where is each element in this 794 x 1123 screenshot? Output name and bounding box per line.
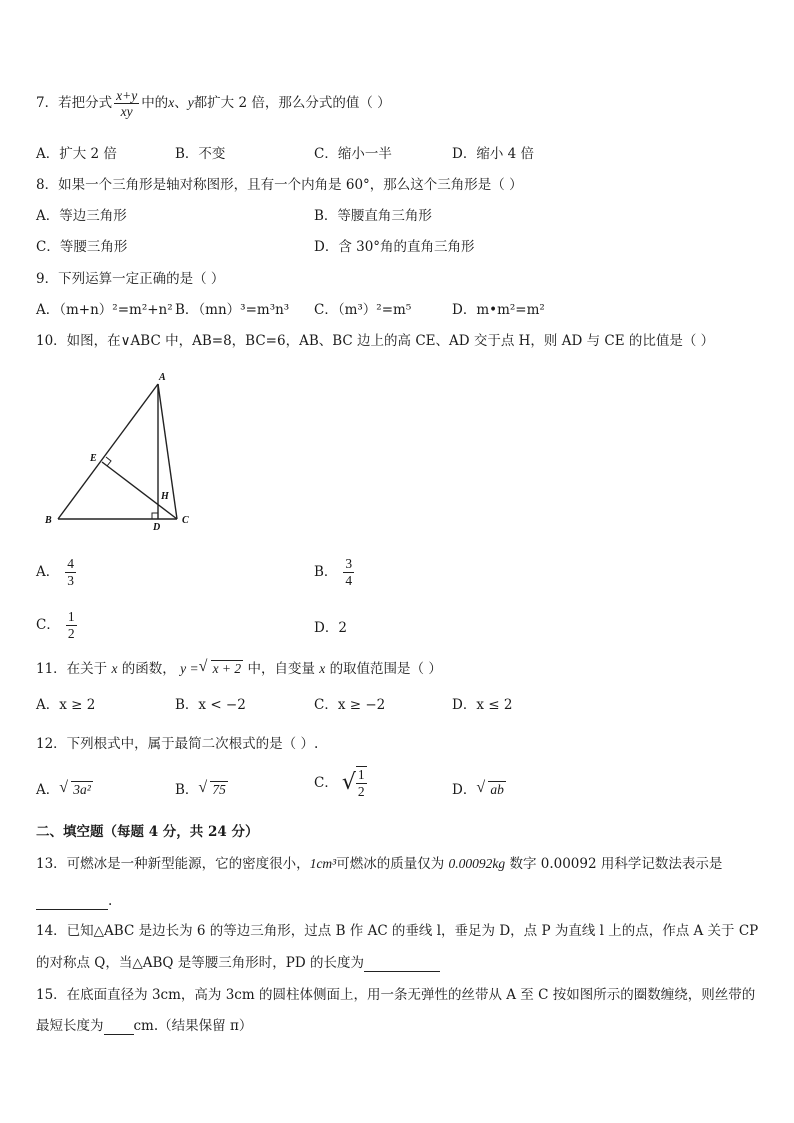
q7-mid2: 、 [174,95,188,111]
q7-frac-numerator: x+y [116,88,138,103]
q11-option-c: C．x ≥ −2 [314,697,386,713]
q11-option-d: D．x ≤ 2 [452,697,513,713]
label-b: B [45,515,52,526]
q7-fraction [114,88,139,119]
q10-triangle-figure [40,368,200,533]
q15-line2a: 最短长度为 [36,1018,104,1034]
q10-c-den: 2 [67,626,75,641]
q8-option-d: D．含 30°角的直角三角形 [314,239,475,255]
q8-option-c: C．等腰三角形 [36,239,128,255]
q15-line2 [36,1016,252,1035]
q12-d-radicand: ab [490,782,504,797]
q15-line2b: cm.（结果保留 π） [133,1018,253,1034]
q10-option-b [314,556,356,589]
q10-a-num: 4 [67,556,74,571]
q12-option-a [36,781,93,799]
q11-mid: 的函数， [121,661,176,677]
q11-option-b: B．x < −2 [175,697,246,713]
q12-stem: 12．下列根式中，属于最简二次根式的是（ ）. [36,736,319,752]
q9-option-d: D．m•m²=m² [452,302,545,318]
q7-frac-denominator: xy [120,104,133,119]
q11-option-a: A．x ≥ 2 [36,697,96,713]
q13-part2: 可燃冰的质量仅为 [336,856,445,872]
q10-a-den: 3 [67,573,74,588]
q12-c-den: 2 [357,784,365,799]
q12-option-c-label: C． [314,775,338,791]
q7-option-d: D．缩小 4 倍 [452,146,534,162]
q13-part1: 13．可燃冰是一种新型能源，它的密度很小， [36,856,310,872]
q11-mid2: 中，自变量 [247,661,315,677]
q12-option-d [452,781,506,799]
q7-var-y: y [187,95,194,110]
q10-option-c [36,609,79,642]
q12-b-sqrt [198,781,228,799]
q13-part3: 数字 0.00092 用科学记数法表示是 [509,856,723,872]
q8-option-b: B．等腰直角三角形 [314,208,432,224]
q7-option-a: A．扩大 2 倍 [36,146,117,162]
q12-d-sqrt [476,781,506,799]
q13-answer-blank[interactable] [36,891,108,910]
q11-var-x2: x [319,661,326,676]
label-h: H [161,491,169,502]
q10-option-a-fraction [65,556,76,589]
q13-unit: 1cm³ [309,856,337,871]
q10-option-c-label: C． [36,617,60,633]
q15-line1: 15．在底面直径为 3cm，高为 3cm 的圆柱体侧面上，用一条无弹性的丝带从 A 至 C 按如图所示的圈数缠绕，则丝带的 [36,987,756,1003]
q11-radicand: x + 2 [212,661,242,676]
q11-sqrt [199,660,244,678]
label-c: C [182,515,189,526]
label-a: A [159,372,166,383]
q10-b-den: 4 [345,573,353,588]
section-2-title: 二、填空题（每题 4 分，共 24 分） [36,824,259,840]
q13-end: . [108,893,113,909]
right-angle-e [106,457,111,466]
q11-prefix: 11．在关于 [36,661,108,677]
q9-option-c: C．（m³）²=m⁵ [314,302,412,318]
q12-c-num: 1 [357,767,365,782]
q8-stem: 8．如果一个三角形是轴对称图形，且有一个内角是 60°，那么这个三角形是（ ） [36,177,523,193]
q13-line2 [36,891,112,910]
right-angle-d [152,513,158,519]
q7-option-b: B．不变 [175,146,226,162]
q7-option-c: C．缩小一半 [314,146,392,162]
q9-option-b: B．（mn）³=m³n³ [175,302,290,318]
q10-option-b-fraction [343,556,354,589]
q10-option-c-fraction [66,609,77,642]
q7-stem [36,88,391,119]
q12-option-d-label: D． [452,782,477,798]
q12-option-b-label: B． [175,782,199,798]
q9-stem: 9．下列运算一定正确的是（ ） [36,271,225,287]
q7-mid1: 中的 [141,95,169,111]
q10-option-d: D．2 [314,620,347,636]
q11-var-x: x [111,661,118,676]
q13-line1 [36,855,722,873]
label-d: D [153,522,161,533]
label-e: E [90,453,97,464]
q12-option-a-label: A． [36,782,60,798]
q8-option-a: A．等边三角形 [36,208,127,224]
q12-a-sqrt [59,781,93,799]
q11-func-lhs: y = [180,661,199,676]
q15-answer-blank[interactable] [104,1016,134,1035]
q7-suffix: 都扩大 2 倍，那么分式的值（ ） [193,95,391,111]
q14-line2 [36,953,440,972]
q12-option-b [175,781,228,799]
q12-option-c: C． √ $\frac{1}{2}$ [314,767,365,799]
side-ab [58,384,158,519]
q7-prefix: 7．若把分式 [36,95,113,111]
q14-answer-blank[interactable] [364,953,440,972]
q11-suffix: 的取值范围是（ ） [329,661,442,677]
q7-var-x: x [168,95,175,110]
q14-line1: 14．已知△ABC 是边长为 6 的等边三角形，过点 B 作 AC 的垂线 l，垂足为 D，点 P 为直线 l 上的点，作点 A 关于 CP [36,923,759,939]
q12-b-radicand: 75 [212,782,226,797]
q10-c-num: 1 [67,609,75,624]
q13-mass: 0.00092kg [448,856,506,871]
q12-c-fraction [356,766,367,800]
q10-option-a [36,556,78,589]
q11-stem [36,660,442,678]
q14-line2-text: 的对称点 Q，当△ABQ 是等腰三角形时，PD 的长度为 [36,955,364,971]
q9-option-a: A．（m+n）²=m²+n² [36,302,173,318]
q12-a-radicand: 3a² [73,782,91,797]
q10-b-num: 3 [345,556,353,571]
q10-option-a-label: A． [36,564,60,580]
q10-option-b-label: B． [314,564,338,580]
q10-stem: 10．如图，在∨ABC 中，AB=8，BC=6，AB、BC 边上的高 CE、AD 交于点 H，则 AD 与 CE 的比值是（ ） [36,333,715,349]
